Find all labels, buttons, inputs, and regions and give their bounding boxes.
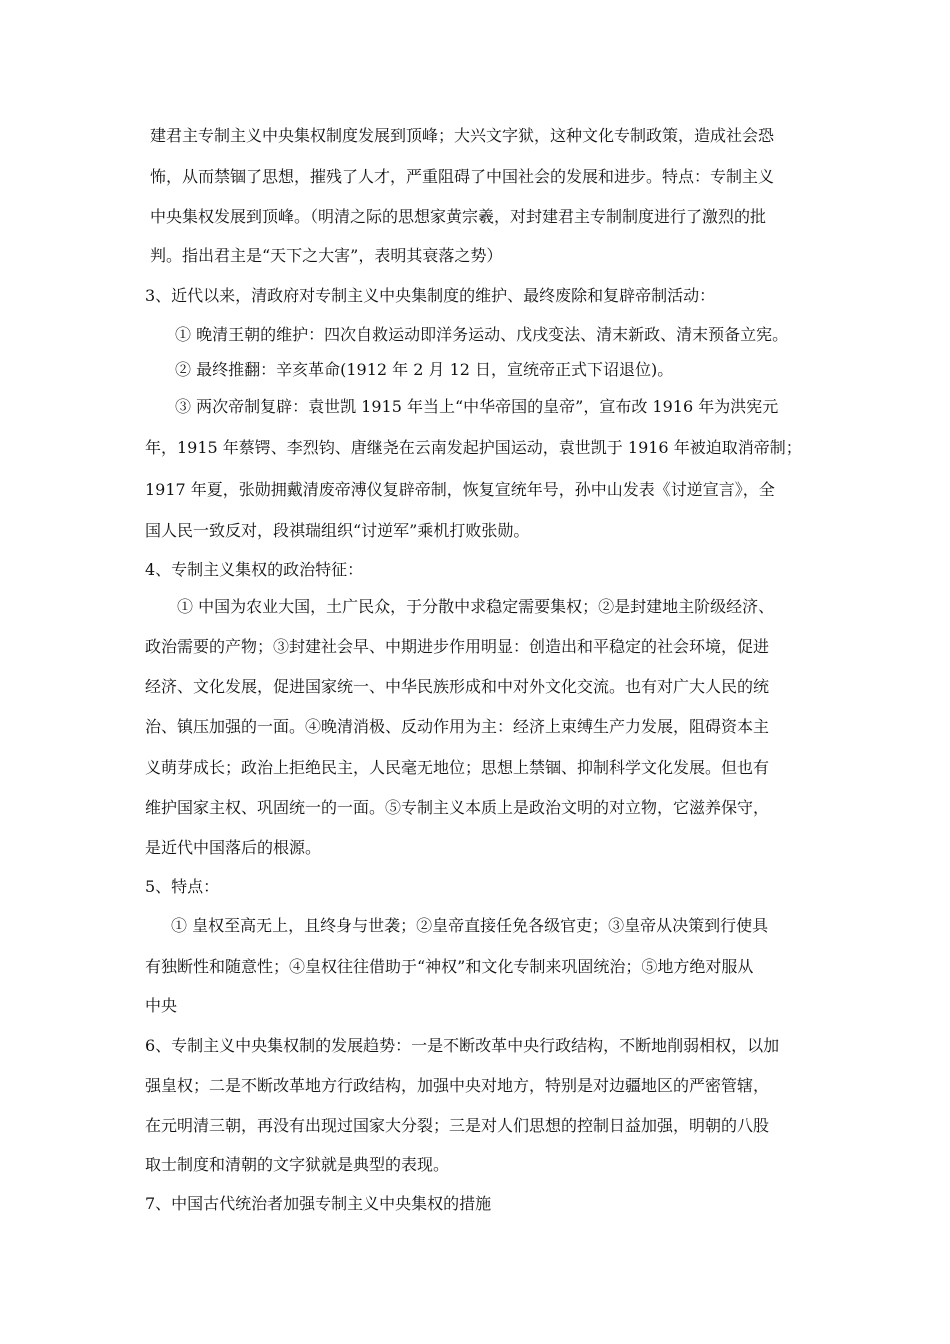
text-line: 怖，从而禁锢了思想，摧残了人才，严重阻碍了中国社会的发展和进步。特点：专制主义 — [150, 167, 775, 186]
text-line: 治、镇压加强的一面。④晚清消极、反动作用为主：经济上束缚生产力发展，阻碍资本主 — [145, 717, 770, 736]
text-line: 中央集权发展到顶峰。（明清之际的思想家黄宗羲，对封建君主专制制度进行了激烈的批 — [150, 207, 767, 226]
text-line: 有独断性和随意性；④皇权往往借助于“神权”和文化专制来巩固统治；⑤地方绝对服从 — [145, 957, 754, 976]
text-line: ① 中国为农业大国，土广民众，于分散中求稳定需要集权；②是封建地主阶级经济、 — [177, 597, 775, 616]
text-line: 国人民一致反对，段祺瑞组织“讨逆军”乘机打败张勋。 — [145, 521, 530, 540]
text-line: 政治需要的产物；③封建社会早、中期进步作用明显：创造出和平稳定的社会环境，促进 — [145, 637, 770, 656]
text-line: 义萌芽成长；政治上拒绝民主，人民毫无地位；思想上禁锢、抑制科学文化发展。但也有 — [145, 758, 770, 777]
text-line: ① 皇权至高无上，且终身与世袭；②皇帝直接任免各级官吏；③皇帝从决策到行使具 — [171, 916, 769, 935]
text-line: 取士制度和清朝的文字狱就是典型的表现。 — [145, 1155, 450, 1174]
text-line: 是近代中国落后的根源。 — [145, 838, 322, 857]
text-line: ② 最终推翻：辛亥革命(1912 年 2 月 12 日，宣统帝正式下诏退位)。 — [175, 360, 674, 379]
text-line: 判。指出君主是“天下之大害”，表明其衰落之势） — [150, 246, 503, 265]
text-line: 年，1915 年蔡锷、李烈钧、唐继尧在云南发起护国运动，袁世凯于 1916 年被迫取消帝制； — [145, 438, 802, 457]
text-line: 建君主专制主义中央集权制度发展到顶峰；大兴文字狱，这种文化专制政策，造成社会恐 — [150, 126, 775, 145]
section-heading: 4、专制主义集权的政治特征： — [145, 560, 364, 579]
text-line: 强皇权；二是不断改革地方行政结构，加强中央对地方，特别是对边疆地区的严密管辖， — [145, 1076, 770, 1095]
section-heading: 5、特点： — [145, 877, 220, 896]
text-line: 经济、文化发展，促进国家统一、中华民族形成和中对外文化交流。也有对广大人民的统 — [145, 677, 770, 696]
text-line: ③ 两次帝制复辟：袁世凯 1915 年当上“中华帝国的皇帝”，宣布改 1916 年为洪宪元 — [175, 397, 779, 416]
text-line: 中央 — [145, 996, 178, 1015]
section-heading: 6、专制主义中央集权制的发展趋势：一是不断改革中央行政结构，不断地削弱相权，以加 — [145, 1036, 780, 1055]
text-line: 维护国家主权、巩固统一的一面。⑤专制主义本质上是政治文明的对立物，它滋养保守， — [145, 798, 770, 817]
section-heading: 3、近代以来，清政府对专制主义中央集制度的维护、最终废除和复辟帝制活动： — [145, 286, 716, 305]
text-line: ① 晚清王朝的维护：四次自救运动即洋务运动、戊戌变法、清末新政、清末预备立宪。 — [175, 325, 789, 344]
text-line: 在元明清三朝，再没有出现过国家大分裂；三是对人们思想的控制日益加强，明朝的八股 — [145, 1116, 770, 1135]
section-heading: 7、中国古代统治者加强专制主义中央集权的措施 — [145, 1194, 492, 1213]
text-line: 1917 年夏，张勋拥戴清废帝溥仪复辟帝制，恢复宣统年号，孙中山发表《讨逆宣言》，全 — [145, 480, 775, 499]
